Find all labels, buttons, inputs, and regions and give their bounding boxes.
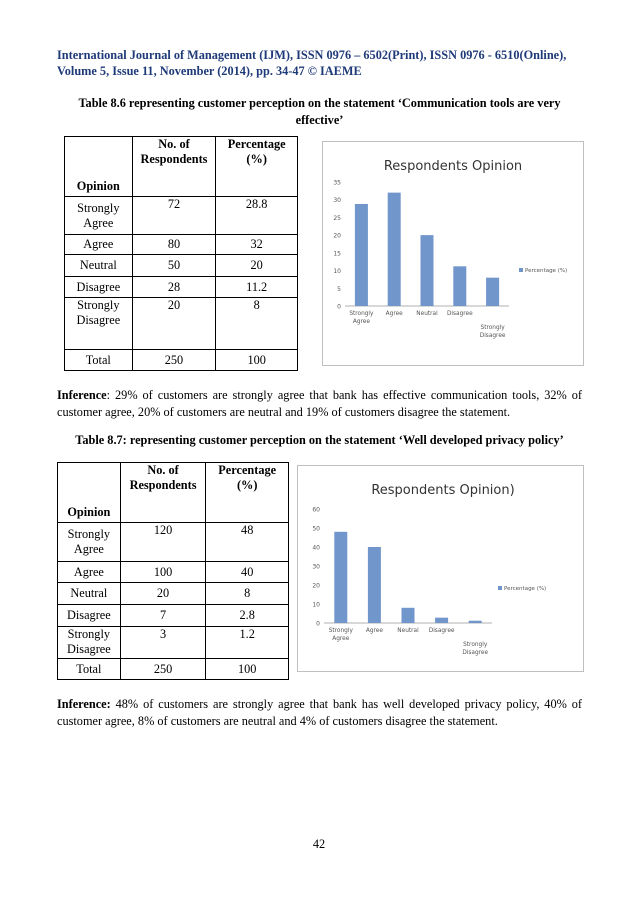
percentage-cell: 11.2 (216, 277, 298, 298)
opinion-cell: Strongly Disagree (58, 627, 121, 659)
bar (435, 618, 448, 623)
opinion-cell: Strongly Disagree (65, 298, 133, 350)
table-row (58, 605, 289, 627)
table2-col-opinion: Opinion (58, 463, 121, 523)
inference2-label: Inference: (57, 697, 111, 711)
respondents-cell: 3 (120, 627, 206, 659)
bar (453, 266, 466, 306)
chart1-frame (322, 141, 584, 366)
y-tick-label: 0 (316, 620, 320, 628)
chart2 (298, 466, 583, 671)
y-tick-label: 30 (333, 197, 341, 205)
inference1-label: Inference (57, 388, 107, 402)
percentage-cell: 20 (216, 255, 298, 277)
y-tick-label: 50 (312, 525, 320, 533)
y-tick-label: 20 (312, 582, 320, 590)
percentage-cell: 1.2 (206, 627, 289, 659)
total-respondents: 250 (120, 659, 206, 680)
table-row (65, 235, 298, 255)
x-tick-label: Disagree (428, 628, 455, 634)
percentage-cell: 8 (216, 298, 298, 350)
bar (334, 532, 347, 623)
percentage-cell: 32 (216, 235, 298, 255)
table1-col-percentage: Percentage (%) (216, 137, 298, 197)
respondents-cell: 50 (132, 255, 216, 277)
percentage-cell: 8 (206, 583, 289, 605)
table-row-total (65, 350, 298, 371)
table1-col-respondents: No. of Respondents (132, 137, 216, 197)
percentage-cell: 40 (206, 562, 289, 583)
opinion-cell: Agree (65, 235, 133, 255)
table-row (58, 562, 289, 583)
chart-title: Respondents Opinion (383, 159, 523, 174)
opinion-cell: Strongly Agree (58, 523, 121, 562)
opinion-cell: Agree (58, 562, 121, 583)
opinion-cell: Disagree (65, 277, 133, 298)
bar (486, 278, 499, 306)
table-row (65, 277, 298, 298)
x-tick-label: Strongly Agree (349, 311, 374, 325)
y-tick-label: 5 (337, 285, 341, 293)
inference1 (57, 387, 582, 420)
y-tick-label: 40 (312, 544, 320, 552)
y-tick-label: 0 (337, 303, 341, 311)
y-tick-label: 10 (312, 601, 320, 609)
respondents-cell: 28 (132, 277, 216, 298)
respondents-cell: 20 (132, 298, 216, 350)
legend-label: Percentage (%) (525, 268, 568, 274)
page-number: 42 (312, 837, 326, 851)
table2-caption: Table 8.7: representing customer perception on the statement ‘Well developed privacy policy’ (75, 433, 564, 447)
legend-swatch (498, 586, 502, 590)
percentage-cell: 28.8 (216, 197, 298, 235)
chart-title: Respondents Opinion) (371, 483, 515, 498)
table-row (58, 627, 289, 659)
x-tick-label: Disagree (446, 311, 473, 317)
y-tick-label: 30 (312, 563, 320, 571)
bar (421, 235, 434, 306)
table1-caption (57, 95, 582, 129)
respondents-cell: 100 (120, 562, 206, 583)
table-row (58, 523, 289, 562)
y-tick-label: 10 (333, 268, 341, 276)
respondents-cell: 80 (132, 235, 216, 255)
x-tick-label: Strongly Disagree (479, 325, 506, 339)
y-tick-label: 20 (333, 232, 341, 240)
opinion-cell: Neutral (58, 583, 121, 605)
y-tick-label: 25 (333, 214, 341, 222)
table-row (65, 298, 298, 350)
bar (388, 193, 401, 306)
table1-col-opinion: Opinion (65, 137, 133, 197)
bar (469, 621, 482, 623)
table-row (58, 583, 289, 605)
y-tick-label: 35 (333, 179, 341, 187)
table2 (57, 462, 289, 680)
journal-header (57, 47, 582, 79)
opinion-cell: Neutral (65, 255, 133, 277)
table1-caption-line2: effective’ (295, 113, 344, 127)
percentage-cell: 2.8 (206, 605, 289, 627)
x-tick-label: Neutral (416, 311, 438, 317)
table1-caption-line1: Table 8.6 representing customer perception on the statement ‘Communication tools are very (78, 96, 561, 110)
respondents-cell: 20 (120, 583, 206, 605)
legend-label: Percentage (%) (504, 586, 547, 592)
total-respondents: 250 (132, 350, 216, 371)
total-percentage: 100 (206, 659, 289, 680)
inference2-text: 48% of customers are strongly agree that bank has well developed privacy policy, 40% of customer agree, 8% of customers are neutral and 4% of customers disagree the statement. (57, 697, 582, 728)
table-row (65, 255, 298, 277)
respondents-cell: 72 (132, 197, 216, 235)
legend-swatch (519, 268, 523, 272)
chart2-frame (297, 465, 584, 672)
opinion-cell: Disagree (58, 605, 121, 627)
x-tick-label: Neutral (397, 628, 419, 634)
chart1 (323, 142, 583, 365)
bar (368, 547, 381, 623)
table-row-total (58, 659, 289, 680)
total-label: Total (65, 350, 133, 371)
x-tick-label: Strongly Disagree (462, 642, 489, 656)
journal-header-line2: Volume 5, Issue 11, November (2014), pp. 34-47 © IAEME (57, 64, 362, 78)
x-tick-label: Agree (365, 628, 383, 634)
bar (402, 608, 415, 623)
total-label: Total (58, 659, 121, 680)
journal-header-line1: International Journal of Management (IJM), ISSN 0976 – 6502(Print), ISSN 0976 - 6510(Online), (57, 48, 567, 62)
y-tick-label: 60 (312, 506, 320, 514)
table1 (64, 136, 298, 371)
percentage-cell: 48 (206, 523, 289, 562)
opinion-cell: Strongly Agree (65, 197, 133, 235)
respondents-cell: 7 (120, 605, 206, 627)
inference2 (57, 696, 582, 729)
y-tick-label: 15 (333, 250, 341, 258)
table-row (65, 197, 298, 235)
respondents-cell: 120 (120, 523, 206, 562)
total-percentage: 100 (216, 350, 298, 371)
x-tick-label: Strongly Agree (328, 628, 353, 642)
inference1-text: : 29% of customers are strongly agree that bank has effective communication tools, 32% of customer agree, 20% of customers are neutral and 19% of customers disagree the statement. (57, 388, 582, 419)
table2-col-respondents: No. of Respondents (120, 463, 206, 523)
table2-col-percentage: Percentage (%) (206, 463, 289, 523)
bar (355, 204, 368, 306)
x-tick-label: Agree (385, 311, 403, 317)
